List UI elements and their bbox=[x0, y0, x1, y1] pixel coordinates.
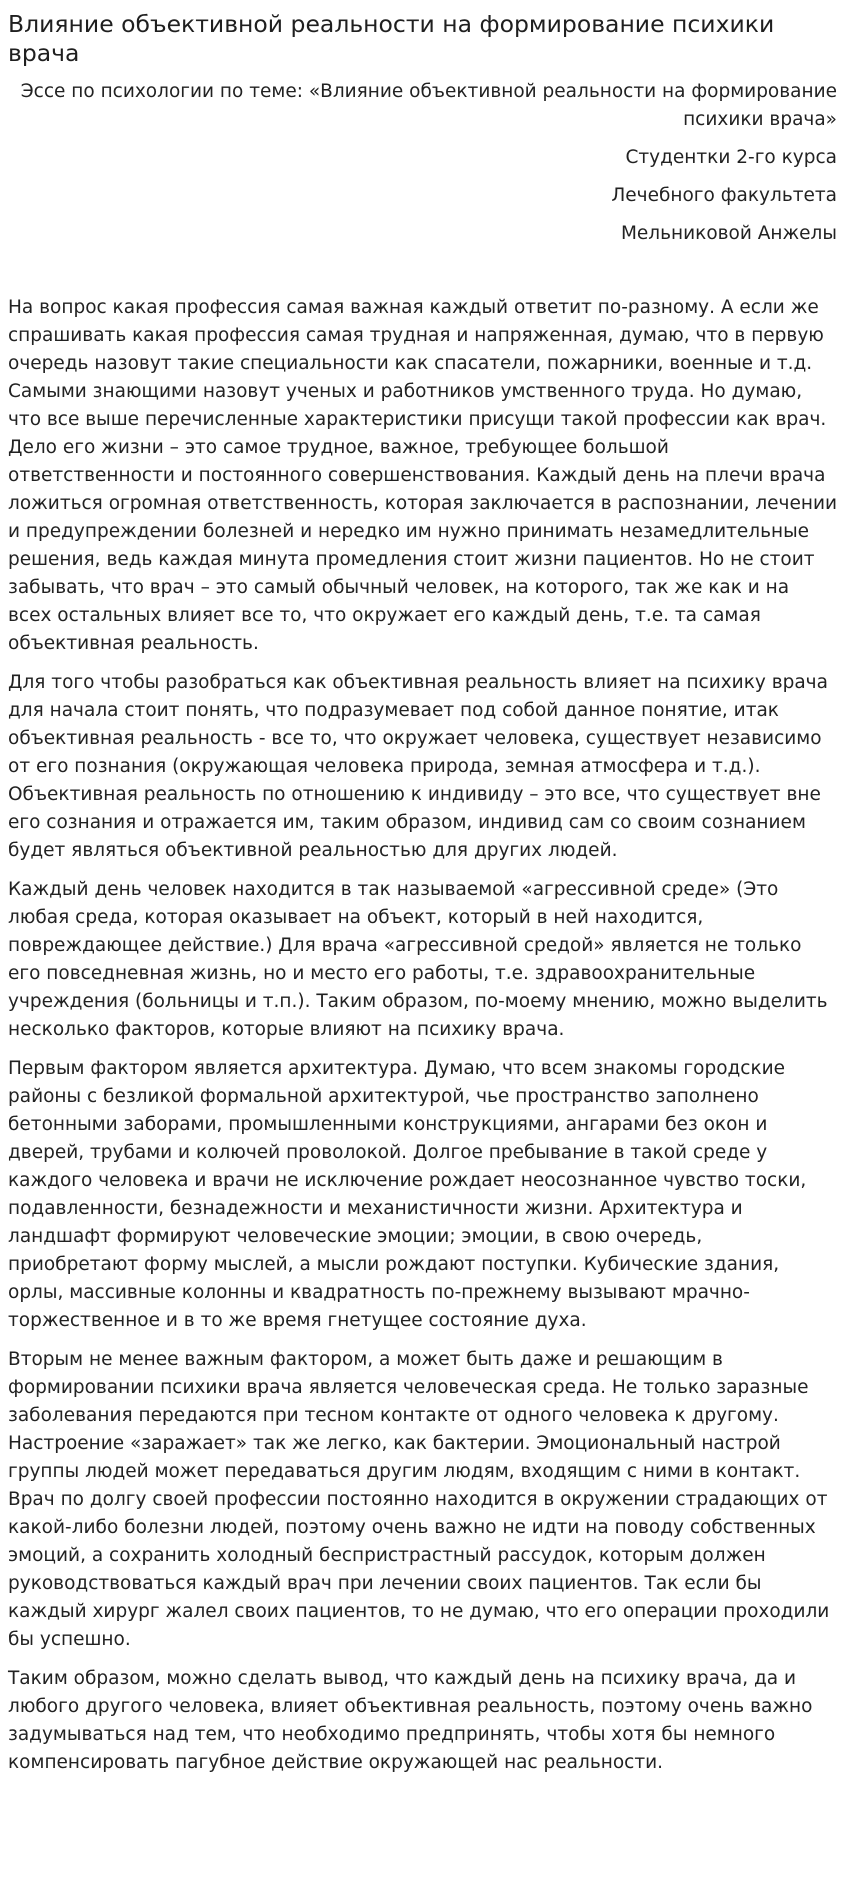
paragraph: Каждый день человек находится в так называемой «агрессивной среде» (Это любая среда, которая оказывает на объект, который в ней находится, повреждающее действие.) Для врача «агрессивной средой» является не только его повседневная жизнь, но и место его работы, т.е. здравоохранительные учреждения (больницы и т.п.). Таким образом, по-моему мнению, можно выделить несколько факторов, которые влияют на психику врача. bbox=[8, 879, 828, 1040]
paragraph: Таким образом, можно сделать вывод, что каждый день на психику врача, да и любого другого человека, влияет объективная реальность, поэтому очень важно задумываться над тем, что необходимо предпринять, чтобы хотя бы немного компенсировать пагубное действие окружающей нас реальности. bbox=[8, 1668, 813, 1773]
paragraph: На вопрос какая профессия самая важная каждый ответит по-разному. А если же спрашивать какая профессия самая трудная и напряженная, думаю, что в первую очередь назовут такие специальности как спасатели, пожарники, военные и т.д. Самыми знающими назовут ученых и работников умственного труда. Но думаю, что все выше перечисленные характеристики присущи такой профессии как врач. Дело его жизни – это самое трудное, важное, требующее большой ответственности и постоянного совершенствования. Каждый день на плечи врача ложиться огромная ответственность, которая заключается в распознании, лечении и предупреждении болезней и нередко им нужно принимать незамедлительные решения, ведь каждая минута промедления стоит жизни пациентов. Но не стоит забывать, что врач – это самый обычный человек, на которого, так же как и на всех остальных влияет все то, что окружает его каждый день, т.е. та самая объективная реальность. bbox=[8, 297, 838, 654]
paragraph: Для того чтобы разобраться как объективная реальность влияет на психику врача для начала стоит понять, что подразумевает под собой данное понятие, итак объективная реальность - все то, что окружает человека, существует независимо от его познания (окружающая человека природа, земная атмосфера и т.д.). Объективная реальность по отношению к индивиду – это все, что существует вне его сознания и отражается им, таким образом, индивид сам со своим сознанием будет являться объективной реальностью для других людей. bbox=[8, 672, 828, 861]
page-title: Влияние объективной реальности на формирование психики врача bbox=[8, 10, 775, 67]
author-line-course: Студентки 2-го курса bbox=[625, 147, 837, 168]
essay-body bbox=[8, 294, 837, 1777]
paragraph: Вторым не менее важным фактором, а может быть даже и решающим в формировании психики врача является человеческая среда. Не только заразные заболевания передаются при тесном контакте от одного человека к другому. Настроение «заражает» так же легко, как бактерии. Эмоциональный настрой группы людей может передаваться другим людям, входящим с ними в контакт. Врач по долгу своей профессии постоянно находится в окружении страдающих от какой-либо болезни людей, поэтому очень важно не идти на поводу собственных эмоций, а сохранить холодный беспристрастный рассудок, которым должен руководствоваться каждый врач при лечении своих пациентов. Так если бы каждый хирург жалел своих пациентов, то не думаю, что его операции проходили бы успешно. bbox=[8, 1349, 830, 1650]
author-line-name: Мельниковой Анжелы bbox=[620, 223, 837, 244]
author-line-faculty: Лечебного факультета bbox=[611, 185, 837, 206]
paragraph: Первым фактором является архитектура. Думаю, что всем знакомы городские районы с безликой формальной архитектурой, чье пространство заполнено бетонными заборами, промышленными конструкциями, ангарами без окон и дверей, трубами и колючей проволокой. Долгое пребывание в такой среде у каждого человека и врачи не исключение рождает неосознанное чувство тоски, подавленности, безнадежности и механистичности жизни. Архитектура и ландшафт формируют человеческие эмоции; эмоции, в свою очередь, приобретают форму мыслей, а мысли рождают поступки. Кубические здания, орлы, массивные колонны и квадратность по-прежнему вызывают мрачно-торжественное и в то же время гнетущее состояние духа. bbox=[8, 1058, 807, 1331]
essay-header-block bbox=[8, 78, 837, 248]
essay-subtitle: Эссе по психологии по теме: «Влияние объективной реальности на формирование психики врача» bbox=[20, 81, 837, 130]
